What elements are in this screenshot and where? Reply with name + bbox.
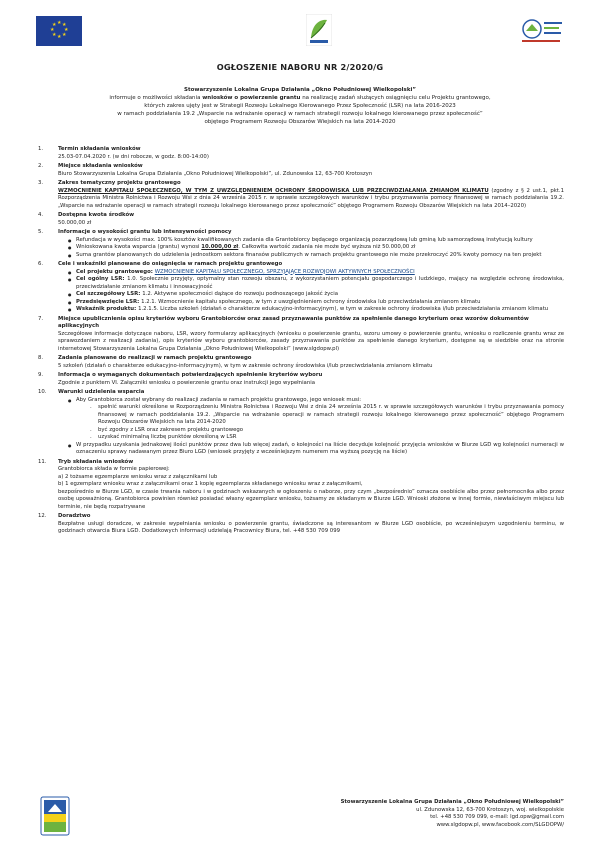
section-heading: Informacje o wysokości grantu lub intensywności pomocy [58, 229, 232, 235]
dash-item: - uzyskać minimalną liczbę punktów określoną w LSR [90, 434, 564, 442]
section-text: bezpośrednio w Biurze LGD, w czasie trwania naboru i w godzinach wskazanych w ogłoszeniu o naborze, przy czym „bezpośrednio” oznacza osobiście albo przez pełnomocnika albo przez osobę upoważnioną. Grantobiorca powinien również posiadać własny egzemplarz wniosku, tożsamy ze składanym w Biurze LGD. Wnioski złożone w innej formie, niewłaściwym miejscu lub terminie, nie będą rozpatrywane [58, 488, 564, 510]
section-4 [36, 212, 564, 227]
intro-line-3: w ramach poddziałania 19.2 „Wsparcie na wdrażanie operacji w ramach strategii rozwoju lokalnego kierowanego przez społeczność” [117, 111, 483, 117]
section-3 [36, 180, 564, 210]
list-item-label: Wskaźnik produktu: [76, 306, 139, 312]
dash-item: - spełnić warunki określone w Rozporządzeniu Ministra Rolnictwa i Rozwoju Wsi z dnia 24 września 2015 r. w sprawie szczegółowych warunków i trybu przyznawania pomocy finansowej w ramach poddziałania 19.2. „Wsparcie na wdrażanie operacji w ramach strategii rozwoju lokalnego kierowanego przez społeczność” objętego Programem Rozwoju Obszarów Wiejskich na lata 2014-2020 [90, 404, 564, 427]
intro-line-1c: na realizację zadań służących osiągnięciu celu Projektu grantowego, [300, 95, 491, 101]
list-item [68, 299, 564, 307]
list-item: ● Refundacja w wysokości max. 100% kosztów kwalifikowanych zadania dla Grantobiorcy będącego organizacją pozarządową lub gminą lub samorządową instytucją kultury [68, 237, 564, 245]
intro-line-1b: wniosków o powierzenie grantu [202, 95, 301, 101]
intro-block [60, 86, 540, 126]
prow-logo [518, 16, 564, 46]
announcement-body [36, 146, 564, 538]
section-number: 3. [38, 180, 44, 186]
section-12 [36, 513, 564, 536]
list-item [68, 291, 564, 299]
page-title: OGŁOSZENIE NABORU NR 2/2020/G [216, 62, 384, 72]
section-1 [36, 146, 564, 161]
section-heading: Miejsce składania wniosków [58, 163, 143, 169]
section-text: Biuro Stowarzyszenia Lokalna Grupa Działania „Okno Południowej Wielkopolski”, ul. Zdunowska 12, 63-700 Krotoszyn [58, 170, 373, 177]
footer-address: ul. Zdunowska 12, 63-700 Krotoszyn, woj. wielkopolskie [416, 806, 564, 813]
bullet-list [58, 237, 564, 260]
section-number: 4. [38, 212, 44, 218]
section-text: Zgodnie z punktem VI. Załączniki wniosku o powierzenie grantu oraz instrukcji jego wypełniania [58, 379, 315, 386]
list-item-text: Wnioskowana kwota wsparcia (grantu) wynosi [76, 244, 202, 250]
section-heading: Doradztwo [58, 513, 91, 519]
section-number: 2. [38, 163, 44, 169]
bullet-list [58, 269, 564, 314]
bullet-list [58, 397, 564, 457]
section-text: 5 szkoleń (działań o charakterze edukacyjno-informacyjnym), w tym w zakresie ochrony środowiska i/lub przeciwdziałania zmianom klimatu [58, 362, 433, 369]
section-number: 9. [38, 372, 44, 378]
section-text: Grantobiorca składa w formie papierowej: [58, 466, 170, 472]
section-heading: Informacja o wymaganych dokumentach potwierdzających spełnienie kryteriów wyboru [58, 372, 323, 378]
list-item-label: Cel projektu grantowego: [76, 268, 155, 275]
list-item-text: . Całkowita wartość zadania nie może być wyższa niż 50.000,00 zł [238, 244, 416, 250]
section-heading: Termin składania wniosków [58, 146, 141, 152]
section-number: 6. [38, 261, 44, 267]
leader-logo [306, 14, 332, 46]
list-item: ● Suma grantów planowanych do udzielenia jednostkom sektora finansów publicznych w ramach projektu grantowego nie może przekroczyć 20% kwoty pomocy na ten projekt [68, 252, 564, 260]
section-number: 11. [38, 458, 47, 465]
section-heading: Zakres tematyczny projektu grantowego [58, 180, 181, 186]
section-9 [36, 372, 564, 387]
section-number: 7. [38, 315, 44, 322]
list-item [68, 244, 564, 252]
section-number: 5. [38, 229, 44, 235]
footer [341, 799, 564, 829]
section-heading: Warunki udzielenia wsparcia [58, 389, 145, 395]
dash-item: - być zgodny z LSR oraz zakresem projektu grantowego [90, 427, 564, 435]
section-heading: Miejsce upublicznienia opisu kryteriów wyboru Grantobiorców oraz zasad przyznawania punktów za spełnienie danego kryterium oraz wzorów dokumentów aplikacyjnych [58, 315, 529, 329]
intro-org: Stowarzyszenie Lokalna Grupa Działania „Okno Południowej Wielkopolski” [184, 87, 416, 93]
section-8 [36, 355, 564, 370]
intro-line-1 [60, 94, 540, 102]
list-item-text: Aby Grantobiorca został wybrany do realizacji zadania w ramach projektu grantowego, jego wniosek musi: [76, 396, 362, 403]
list-item-label: Przedsięwzięcie LSR: [76, 298, 142, 305]
eu-flag-logo: ★ ★ ★ ★ ★ ★ ★ ★ [36, 16, 82, 46]
section-6 [36, 261, 564, 314]
list-item [68, 397, 564, 442]
section-heading: Zadania planowane do realizacji w ramach projektu grantowego [58, 355, 252, 361]
section-7 [36, 316, 564, 354]
section-heading: Cele i wskaźniki planowane do osiągnięcia w ramach projektu grantowego [58, 261, 283, 267]
section-text: 25.03-07.04.2020 r. (w dni robocze, w godz. 8:00-14:00) [58, 153, 209, 160]
section-5 [36, 229, 564, 259]
list-item-text: 1.2.1.5. Liczba szkoleń (działań o charakterze edukacyjno-informacyjnym), w tym w zakresie ochrony środowiska i/lub przeciwdziałania zmianom klimatu [138, 306, 549, 312]
section-number: 12. [38, 513, 47, 519]
scope-title: WZMOCNIENIE KAPITAŁU SPOŁECZNEGO, W TYM Z UWZGLĘDNIENIEM OCHRONY ŚRODOWISKA LUB PRZECIWDZIAŁANIA ZMIANOM KLIMATU [58, 187, 489, 194]
lgd-seal-logo [40, 796, 70, 836]
option-a: a) 2 tożsame egzemplarze wniosku wraz z załącznikami lub [58, 473, 218, 480]
list-item [68, 276, 564, 291]
logo-bar [36, 14, 564, 48]
section-2 [36, 163, 564, 178]
intro-line-2: których zakres ujęty jest w Strategii Rozwoju Lokalnego Kierowanego Przez Społeczność (LSR) na lata 2016-2023 [144, 103, 456, 109]
section-10 [36, 389, 564, 457]
section-number: 8. [38, 355, 44, 361]
list-item-text: WZMOCNIENIE KAPITAŁU SPOŁECZNEGO, SPRZYJAJĄCE ROZWOJOWI AKTYWNYCH SPOŁECZNOŚCI [154, 268, 415, 275]
list-item [68, 269, 564, 277]
grant-amount: 10.000,00 zł [201, 244, 239, 250]
section-heading: Dostępna kwota środków [58, 212, 135, 218]
intro-line-1a: informuje o możliwości składania [109, 95, 203, 101]
section-heading: Tryb składania wniosków [58, 458, 134, 465]
list-item-text: 1.2.1. Wzmocnienie kapitału społecznego, w tym z uwzględnieniem ochrony środowiska lub przeciwdziałania zmianom klimatu [141, 298, 481, 305]
section-11 [36, 459, 564, 512]
footer-org: Stowarzyszenie Lokalna Grupa Działania „Okno Południowej Wielkopolski” [340, 799, 564, 805]
dash-list [76, 404, 564, 442]
section-text: Szczegółowe informacje dotyczące naboru, LSR, wzory formularzy aplikacyjnych (wniosku o powierzenie grantu, wzoru umowy o powierzenie grantu, wniosku o rozliczenie grantu wraz ze sprawozdaniem z realizacji zadania), opis kryteriów wyboru grantobiorców, zasady przyznawania punktów za spełnienie danego kryterium, dostępne są w siedzibie oraz na stronie internetowej Stowarzyszenia Lokalna Grupa Działania „Okno Południowej Wielkopolski” (www.slgdopw.pl) [58, 330, 564, 352]
list-item-text: 1.2. Aktywne społeczności dążące do rozwoju podnoszącego jakość życia [142, 291, 339, 297]
section-text: Bezpłatne usługi doradcze, w zakresie wypełniania wniosku o powierzenie grantu, świadczone są interesantom w Biurze LGD osobiście, po wcześniejszym uzgodnieniu terminu, w godzinach otwarcia Biura LGD. Dodatkowych informacji udzielają Pracownicy Biura, tel. +48 530 709 099 [58, 520, 564, 534]
option-b: b) 1 egzemplarz wniosku wraz z załącznikami oraz 1 kopię egzemplarza składanego wniosku wraz z załącznikami, [58, 481, 363, 487]
list-item-label: Cel ogólny LSR: [76, 276, 128, 282]
section-number: 10. [38, 389, 47, 395]
list-item: ● W przypadku uzyskania jednakowej ilości punktów przez dwa lub więcej zadań, o kolejności na liście decyduje kolejność przyjęcia wniosków w Biurze LGD wg kolejności numeracji w oznaczeniu sprawy nadawanym przez Biuro LGD (wniosek przyjęty z wcześniejszym numerem ma wyższą pozycję na liście) [68, 442, 564, 457]
list-item-label: Cel szczegółowy LSR: [76, 291, 143, 297]
scope-text: (zgodny z § 2 ust.1, pkt.1 Rozporządzenia Ministra Rolnictwa i Rozwoju Wsi z dnia 24 września 2015 r. w sprawie szczegółowych warunków i trybu przyznawania pomocy finansowej w ramach poddziałania 19.2. „Wsparcie na wdrażanie operacji w ramach strategii rozwoju lokalnego kierowanego przez społeczność” objętego Programem Rozwoju Obszarów Wiejskich na lata 2014–2020) [58, 187, 564, 209]
list-item-text: 1.0. Społecznie przyjęty, optymalny stan rozwoju obszaru, z wykorzystaniem potencjału gospodarczego i ludzkiego, mający na względzie ochronę środowiska, przeciwdziałanie zmianom klimatu i innowacyjność [76, 276, 564, 290]
list-item [68, 306, 564, 314]
section-text [58, 188, 564, 211]
footer-web: www.slgdopw.pl, www.facebook.com/SLGDOPW/ [436, 821, 564, 828]
section-number: 1. [38, 146, 44, 152]
section-text: 50.000,00 zł [58, 219, 92, 226]
footer-contact: tel. +48 530 709 099, e-mail: lgd.opw@gmail.com [430, 814, 564, 821]
intro-line-4: objętego Programem Rozwoju Obszarów Wiejskich na lata 2014-2020 [204, 119, 396, 125]
